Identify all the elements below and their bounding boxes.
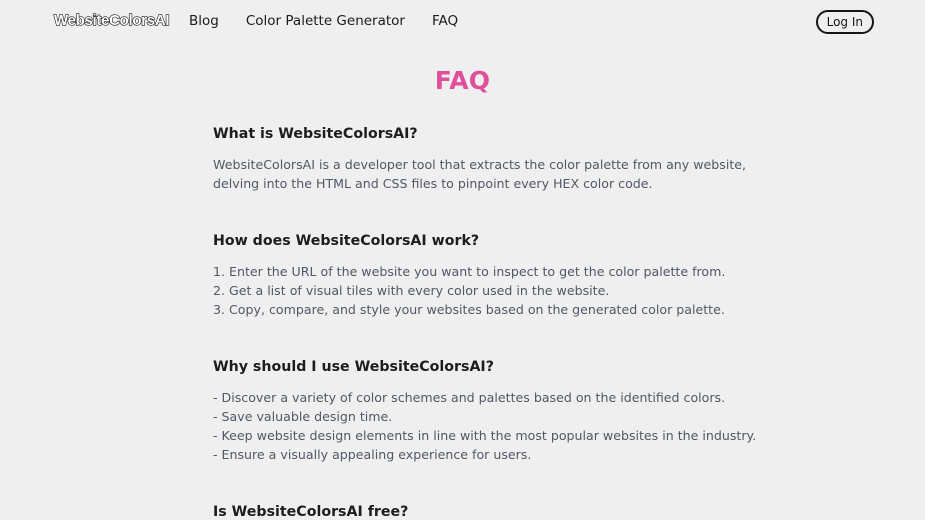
nav-link-blog[interactable]: Blog <box>189 13 219 29</box>
faq-answer-line: - Save valuable design time. <box>213 409 393 424</box>
faq-answer-line: 3. Copy, compare, and style your websites based on the generated color palette. <box>213 302 725 317</box>
faq-item <box>213 502 713 520</box>
faq-question: What is WebsiteColorsAI? <box>213 126 418 142</box>
faq-answer-line: - Keep website design elements in line with the most popular websites in the industry. <box>213 428 757 443</box>
faq-answer-line: 2. Get a list of visual tiles with every color used in the website. <box>213 283 610 298</box>
faq-item <box>213 124 747 193</box>
faq-question: Why should I use WebsiteColorsAI? <box>213 359 494 375</box>
main-nav <box>189 13 458 29</box>
faq-question: Is WebsiteColorsAI free? <box>213 504 409 520</box>
faq-list <box>213 124 757 520</box>
faq-answer-line: delving into the HTML and CSS files to pinpoint every HEX color code. <box>213 176 653 191</box>
page-title: FAQ <box>434 66 491 95</box>
site-logo[interactable]: WebsiteColorsAI <box>54 12 170 29</box>
faq-answer-line: - Discover a variety of color schemes and palettes based on the identified colors. <box>213 390 726 405</box>
nav-link-faq[interactable]: FAQ <box>431 13 459 29</box>
login-button[interactable]: Log In <box>816 10 874 34</box>
site-header <box>0 0 925 44</box>
nav-link-color-palette-generator[interactable]: Color Palette Generator <box>245 13 405 29</box>
faq-question: How does WebsiteColorsAI work? <box>213 233 480 249</box>
faq-answer-line: - Ensure a visually appealing experience for users. <box>213 447 532 462</box>
faq-answer-line: 1. Enter the URL of the website you want to inspect to get the color palette from. <box>213 264 726 279</box>
faq-item <box>213 231 726 319</box>
faq-item <box>213 357 757 464</box>
faq-answer-line: WebsiteColorsAI is a developer tool that extracts the color palette from any website, <box>213 157 747 172</box>
